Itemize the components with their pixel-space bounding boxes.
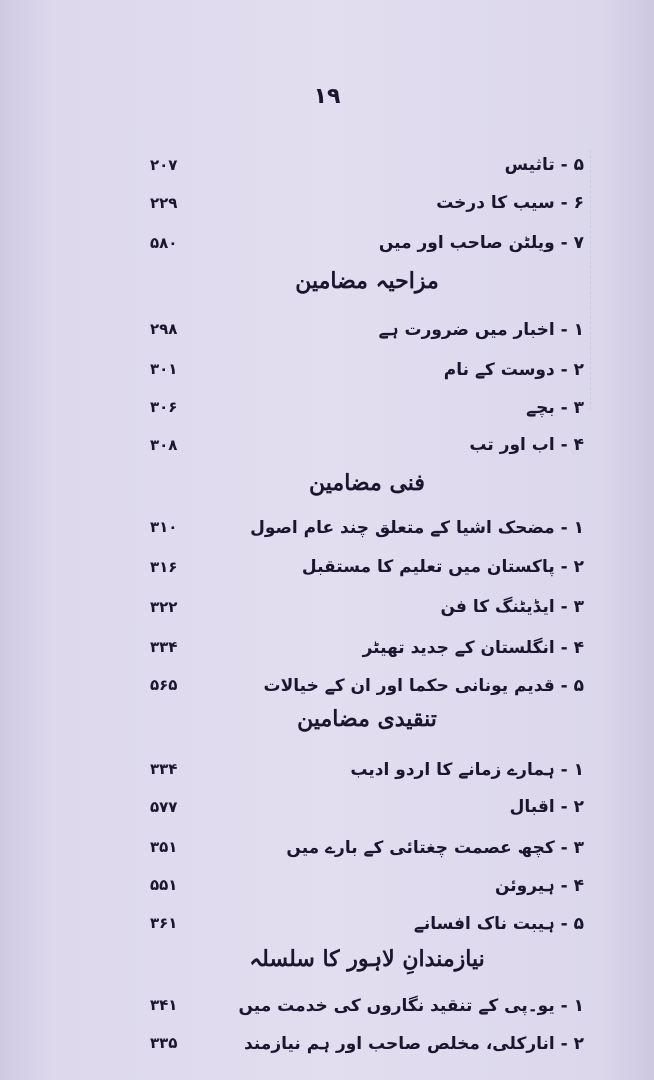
toc-page: ۳۱۶ — [150, 558, 178, 576]
section-heading: نیازمندانِ لاہور کا سلسلہ — [249, 946, 485, 972]
toc-entry — [150, 790, 584, 824]
toc-page: ۵۶۵ — [150, 676, 178, 694]
toc-page: ۳۳۵ — [150, 1034, 178, 1052]
toc-entry — [150, 352, 584, 386]
toc-entry — [150, 988, 584, 1022]
toc-page: ۵۷۷ — [150, 798, 178, 816]
toc-page: ۳۰۱ — [150, 360, 178, 378]
page-number: ۱۹ — [313, 84, 341, 109]
toc-entry — [150, 186, 584, 220]
toc-title: ۱ - ہمارے زمانے کا اردو ادیب — [350, 759, 584, 780]
toc-page: ۳۴۱ — [150, 996, 178, 1014]
toc-entry — [150, 510, 584, 544]
toc-page: ۲۹۸ — [150, 320, 178, 338]
toc-entry — [150, 148, 584, 182]
toc-title: ۱ - مضحک اشیا کے متعلق چند عام اصول — [250, 517, 584, 538]
toc-entry — [150, 550, 584, 584]
toc-entry — [150, 1026, 584, 1060]
toc-page: ۳۶۱ — [150, 914, 178, 932]
toc-page: ۳۲۲ — [150, 598, 178, 616]
toc-page: ۳۳۴ — [150, 760, 178, 778]
toc-entry — [150, 226, 584, 260]
toc-page: ۳۳۴ — [150, 638, 178, 656]
toc-entry — [150, 590, 584, 624]
toc-title: ۲ - پاکستان میں تعلیم کا مستقبل — [301, 557, 584, 577]
toc-page: ۳۱۰ — [150, 518, 178, 536]
toc-entry — [150, 752, 584, 786]
toc-page: ۲۲۹ — [150, 194, 178, 212]
toc-title: ۳ - ایڈیٹنگ کا فن — [440, 597, 584, 617]
toc-entry — [150, 830, 584, 864]
toc-title: ۴ - ہیروئن — [494, 875, 584, 896]
toc-title: ۱ - یو۔پی کے تنقید نگاروں کی خدمت میں — [238, 995, 584, 1016]
toc-entry — [150, 428, 584, 462]
toc-title: ۳ - کچھ عصمت چغتائی کے بارے میں — [286, 837, 584, 858]
toc-entry — [150, 390, 584, 424]
toc-page: ۵۵۱ — [150, 876, 178, 894]
toc-title: ۲ - اقبال — [509, 797, 584, 817]
toc-title: ۴ - اب اور تب — [469, 435, 584, 455]
toc-page: ۵۸۰ — [150, 234, 178, 252]
toc-title: ۱ - اخبار میں ضرورت ہے — [378, 319, 584, 340]
toc-entry — [150, 630, 584, 664]
section-heading: مزاحیہ مضامین — [295, 268, 439, 294]
section-heading: تنقیدی مضامین — [297, 706, 437, 732]
toc-page: ۲۰۷ — [150, 156, 178, 174]
toc-title: ۷ - ویلٹن صاحب اور میں — [378, 233, 584, 253]
toc-page: ۳۵۱ — [150, 838, 178, 856]
toc-title: ۶ - سیب کا درخت — [436, 193, 584, 213]
toc-title: ۲ - انارکلی، مخلص صاحب اور ہم نیازمند — [244, 1033, 584, 1054]
toc-page: ۳۰۶ — [150, 398, 178, 416]
toc-entry — [150, 312, 584, 346]
toc-title: ۵ - قدیم یونانی حکما اور ان کے خیالات — [263, 675, 584, 696]
section-heading: فنی مضامین — [309, 470, 425, 496]
toc-entry — [150, 906, 584, 940]
toc-page: ۳۰۸ — [150, 436, 178, 454]
toc-title: ۴ - انگلستان کے جدید تھیٹر — [362, 637, 584, 658]
toc-title: ۳ - بچے — [526, 397, 584, 418]
toc-entry — [150, 868, 584, 902]
toc-title: ۵ - ہیبت ناک افسانے — [413, 913, 584, 934]
toc-entry — [150, 668, 584, 702]
toc-title: ۲ - دوست کے نام — [443, 359, 584, 380]
toc-title: ۵ - تاثیس — [504, 155, 584, 175]
